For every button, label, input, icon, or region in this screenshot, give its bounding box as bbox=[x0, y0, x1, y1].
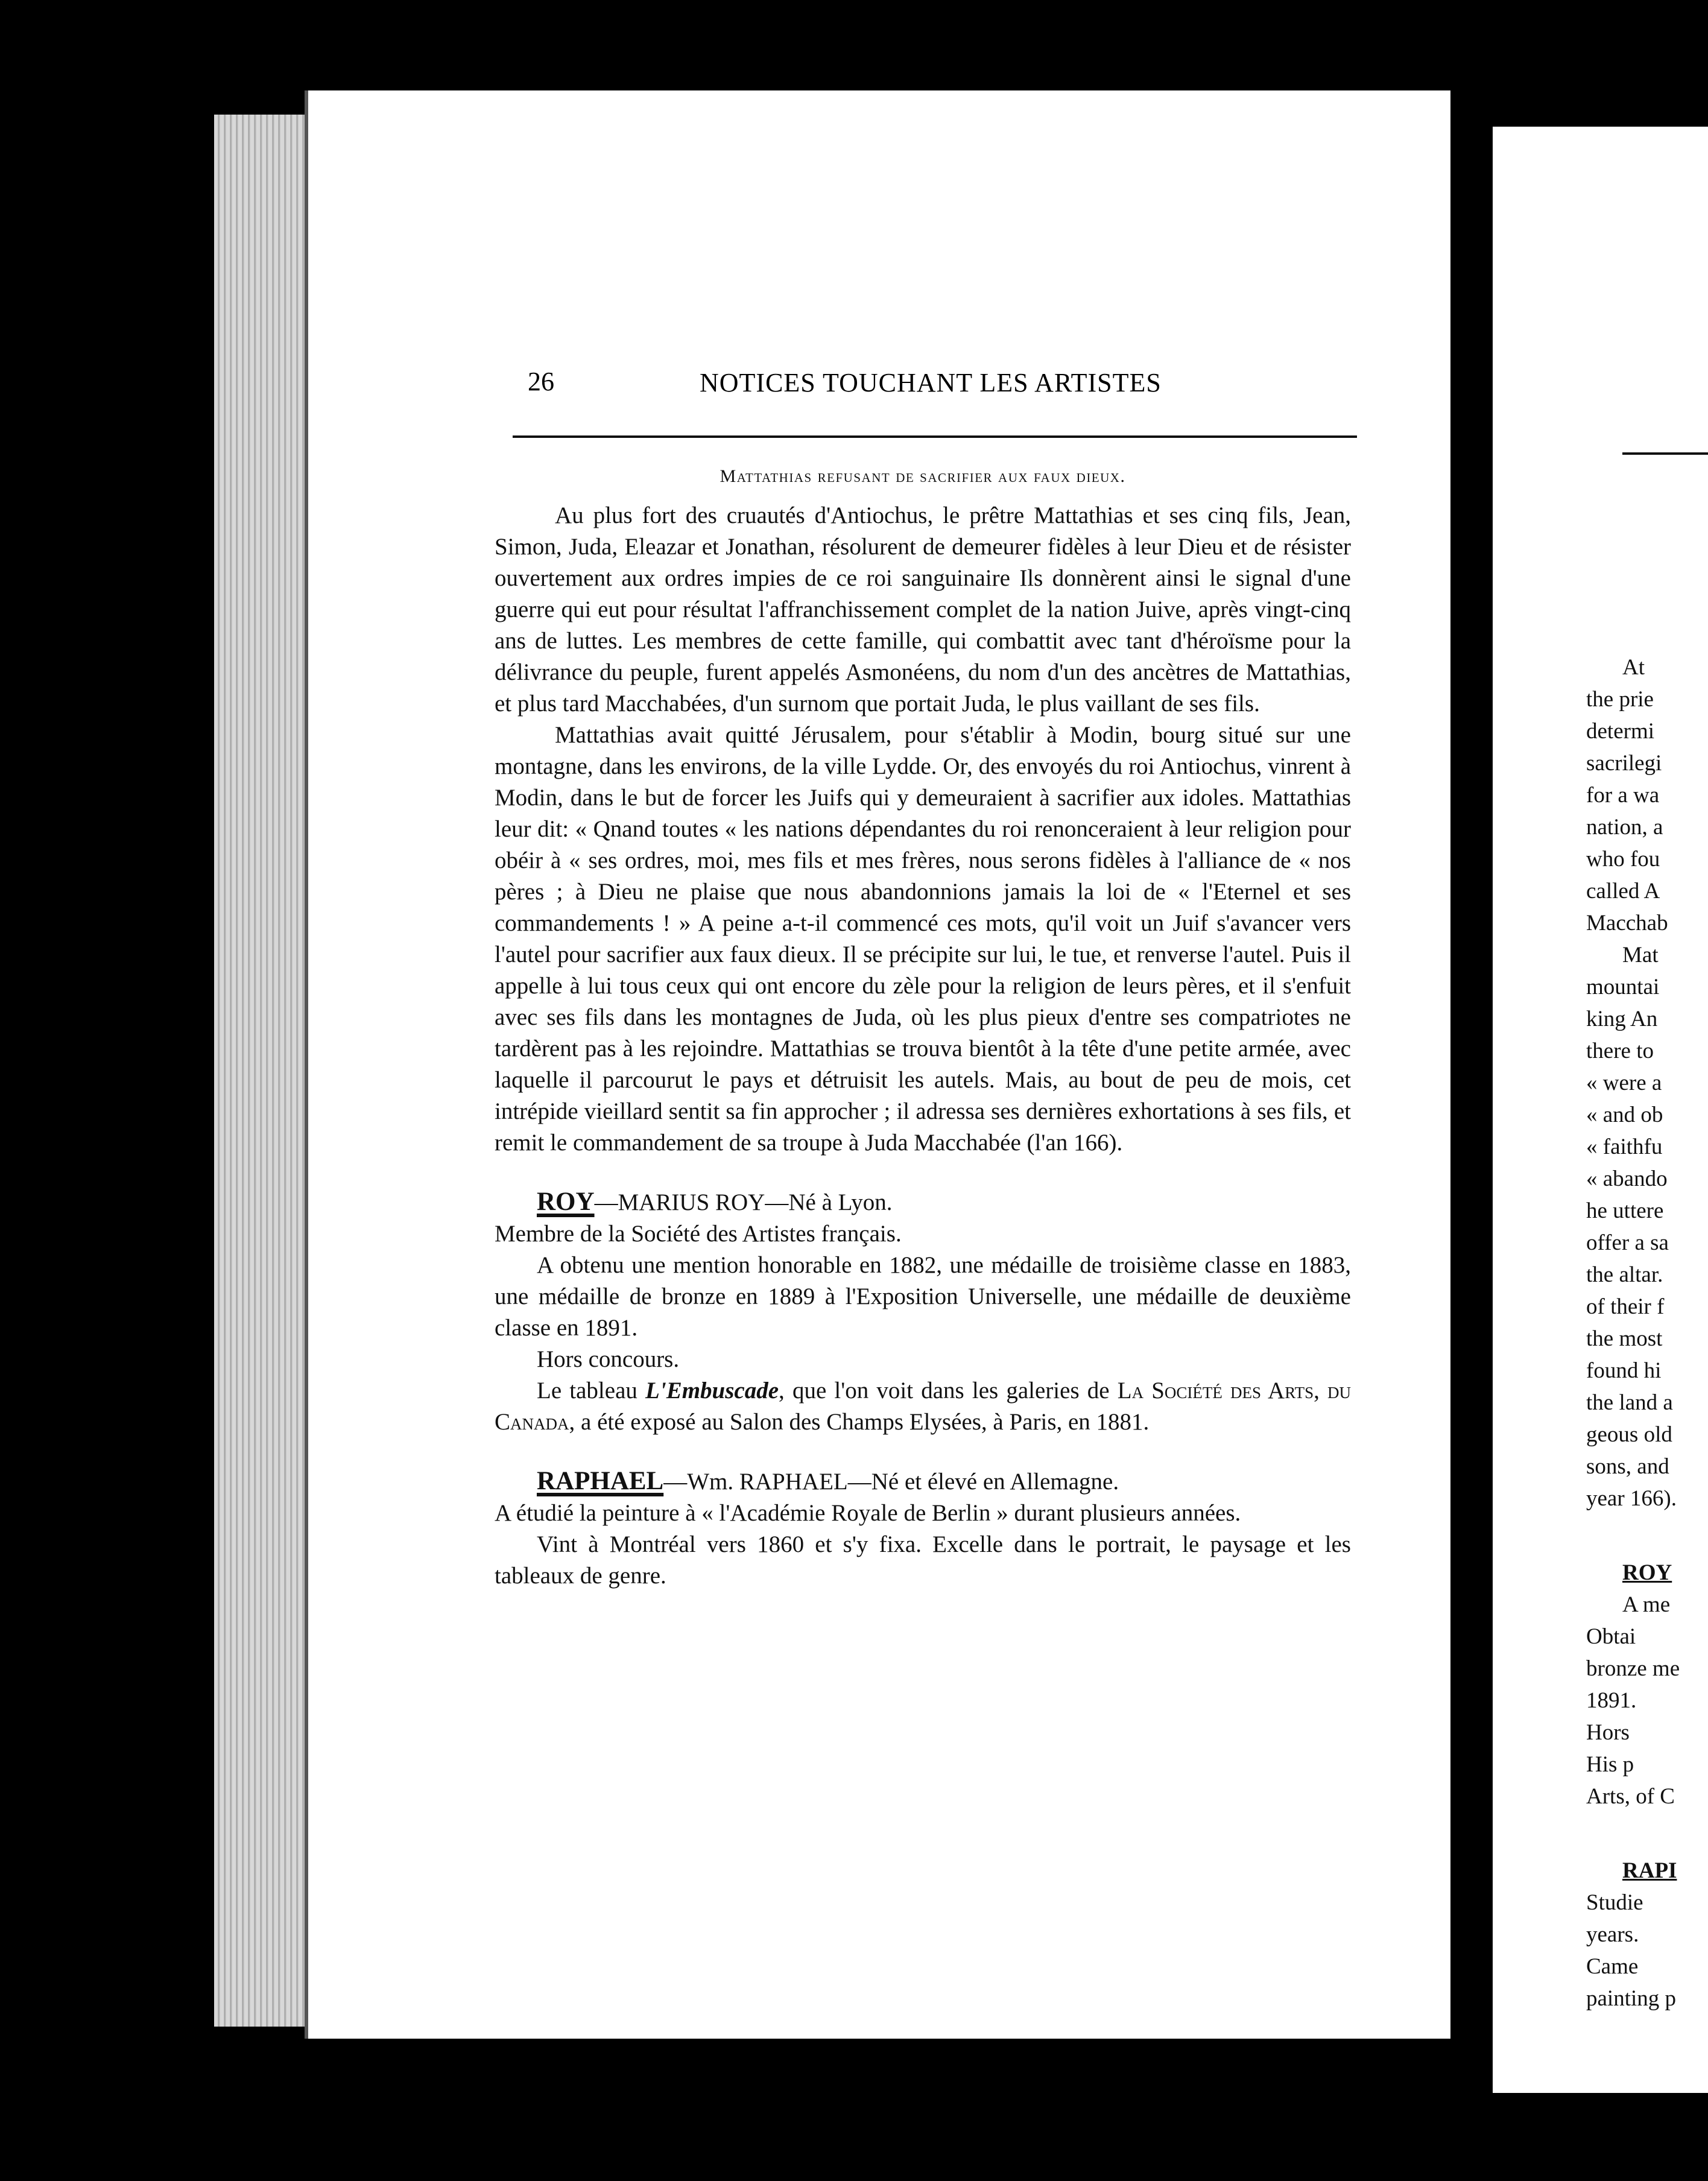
page-header bbox=[528, 366, 1360, 402]
painting-title: L'Embuscade bbox=[645, 1378, 779, 1404]
right-page-line: Hors bbox=[1586, 1720, 1630, 1745]
right-page-line: found hi bbox=[1586, 1358, 1662, 1383]
page-number: 26 bbox=[528, 367, 554, 396]
right-page-line: painting p bbox=[1586, 1986, 1677, 2011]
right-page-line: years. bbox=[1586, 1922, 1639, 1947]
section-title: Mattathias refusant de sacrifier aux faux dieux. bbox=[720, 466, 1126, 486]
right-page-entry-key: RAPI bbox=[1622, 1858, 1677, 1883]
right-page-line: of their f bbox=[1586, 1294, 1665, 1319]
right-page-gap bbox=[1586, 1515, 1680, 1557]
right-page-line: determi bbox=[1586, 719, 1655, 744]
running-title: NOTICES TOUCHANT LES ARTISTES bbox=[700, 368, 1162, 397]
right-page-line: « faithfu bbox=[1586, 1135, 1663, 1159]
right-page-entry-heading bbox=[1586, 1557, 1680, 1589]
entry-heading bbox=[495, 1186, 1351, 1218]
right-page-line: « and ob bbox=[1586, 1103, 1663, 1127]
right-page-line: A me bbox=[1622, 1592, 1671, 1617]
artist-entry-roy bbox=[495, 1186, 1351, 1438]
right-page-entry-key: ROY bbox=[1622, 1560, 1672, 1585]
right-page-line: « were a bbox=[1586, 1071, 1662, 1095]
right-page-line: called A bbox=[1586, 879, 1660, 904]
right-page-line: 1891. bbox=[1586, 1688, 1637, 1713]
text-run: , que l'on voit dans les galeries de bbox=[779, 1378, 1118, 1404]
entry-paragraph: Hors concours. bbox=[537, 1346, 680, 1372]
right-page-clip bbox=[1490, 127, 1708, 2093]
book-gutter bbox=[1450, 84, 1493, 2099]
entry-key: ROY bbox=[537, 1188, 595, 1216]
right-page-line: the most bbox=[1586, 1326, 1663, 1351]
right-header-rule bbox=[1622, 452, 1708, 455]
right-page-line: he uttere bbox=[1586, 1198, 1664, 1223]
entry-heading-rest: —MARIUS ROY—Né à Lyon. bbox=[594, 1189, 893, 1215]
right-page-line: for a wa bbox=[1586, 783, 1660, 808]
right-page-line: nation, a bbox=[1586, 815, 1663, 840]
text-run: , a été exposé au Salon des Champs Elysées, à Paris, en 1881. bbox=[569, 1409, 1150, 1435]
entry-heading-rest: —Wm. RAPHAEL—Né et élevé en Allemagne. bbox=[663, 1469, 1119, 1495]
right-page-line: Obtai bbox=[1586, 1624, 1636, 1649]
right-page-line: who fou bbox=[1586, 847, 1660, 872]
right-page-line: bronze me bbox=[1586, 1656, 1680, 1681]
paragraph: Au plus fort des cruautés d'Antiochus, le prêtre Mattathias et ses cinq fils, Jean, Simon, Juda, Eleazar et Jonathan, résolurent de demeurer fidèles à leur Dieu et de résister ouvertement aux ordres impies de ce roi sanguinaire Ils donnèrent ainsi le signal d'une guerre qui eut pour résultat l'affranchissement complet de la nation Juive, après vingt-cinq ans de luttes. Les membres de cette famille, qui combattit avec tant d'héroïsme pour la délivrance du peuple, furent appelés Asmonéens, du nom d'un des ancètres de Mattathias, et plus tard Macchabées, d'un surnom que portait Juda, le plus vaillant de ses fils. bbox=[495, 502, 1351, 717]
right-page-line: At bbox=[1622, 655, 1645, 680]
right-page-gap bbox=[1586, 1812, 1680, 1855]
right-page-line: the prie bbox=[1586, 687, 1654, 712]
right-page bbox=[1490, 127, 1708, 2093]
right-page-line: sons, and bbox=[1586, 1454, 1669, 1479]
right-page-line: Mat bbox=[1622, 943, 1659, 967]
entry-key: RAPHAEL bbox=[537, 1467, 664, 1495]
right-page-line: king An bbox=[1586, 1007, 1658, 1031]
right-page-line: year 166). bbox=[1586, 1486, 1677, 1511]
entry-paragraph: Membre de la Société des Artistes français. bbox=[495, 1221, 902, 1247]
right-page-line: « abando bbox=[1586, 1166, 1668, 1191]
right-page-line: offer a sa bbox=[1586, 1230, 1669, 1255]
right-page-line: Arts, of C bbox=[1586, 1784, 1675, 1809]
right-page-line: geous old bbox=[1586, 1422, 1672, 1447]
right-page-line: Studie bbox=[1586, 1890, 1643, 1915]
society-name: La Société des Arts, du Canada bbox=[495, 1378, 1352, 1435]
entry-paragraph: A étudié la peinture à « l'Académie Royale de Berlin » durant plusieurs années. bbox=[495, 1500, 1241, 1526]
artist-entry-raphael bbox=[495, 1466, 1351, 1592]
header-rule bbox=[513, 435, 1357, 438]
right-page-line: Macchab bbox=[1586, 911, 1668, 935]
right-page-line: the land a bbox=[1586, 1390, 1673, 1415]
entry-paragraph: Vint à Montréal vers 1860 et s'y fixa. Excelle dans le portrait, le paysage et les tableaux de genre. bbox=[495, 1531, 1351, 1589]
main-text bbox=[495, 461, 1351, 1592]
entry-heading bbox=[495, 1466, 1351, 1498]
text-run: Le tableau bbox=[537, 1378, 646, 1404]
right-page-line: mountai bbox=[1586, 975, 1660, 999]
right-page-line: sacrilegi bbox=[1586, 751, 1662, 776]
right-page-line: there to bbox=[1586, 1039, 1654, 1063]
right-page-entry-heading bbox=[1586, 1855, 1680, 1887]
right-page-line: Came bbox=[1586, 1954, 1639, 1979]
entry-paragraph bbox=[495, 1375, 1351, 1438]
paragraph: Mattathias avait quitté Jérusalem, pour s'établir à Modin, bourg situé sur une montagne, dans les environs, de la ville Lydde. Or, des envoyés du roi Antiochus, vinrent à Modin, dans le but de forcer les Juifs qui y demeuraient à sacrifier aux idoles. Mattathias leur dit: « Qnand toutes « les nations dépendantes du roi renonceraient à leur religion pour obéir à « ses ordres, moi, mes fils et mes frères, nous serons fidèles à l'alliance de « nos pères ; à Dieu ne plaise que nous abandonnions jamais la loi de « l'Eternel et ses commandements ! » A peine a-t-il commencé ces mots, qu'il voit un Juif s'avancer vers l'autel pour sacrifier aux faux dieux. Il se précipite sur lui, le tue, et renverse l'autel. Puis il appelle à lui tous ceux qui ont encore du zèle pour la religion de leurs pères, et il s'enfuit avec ses fils dans les montagnes de Juda, où les plus pieux d'entre ses compatriotes ne tardèrent pas à les rejoindre. Mattathias se trouva bientôt à la tête d'une petite armée, avec laquelle il parcourut le pays et détruisit les autels. Mais, au bout de peu de mois, cet intrépide vieillard sentit sa fin approcher ; il adressa ses dernières exhortations à ses fils, et remit le commandement de sa troupe à Juda Macchabée (l'an 166). bbox=[495, 722, 1351, 1156]
entry-paragraph: A obtenu une mention honorable en 1882, une médaille de troisième classe en 1883, une médaille de bronze en 1889 à l'Exposition Universelle, une médaille de deuxième classe en 1891. bbox=[495, 1252, 1351, 1341]
right-page-line: the altar. bbox=[1586, 1262, 1663, 1287]
right-page-text bbox=[1586, 651, 1680, 2015]
right-page-line: His p bbox=[1586, 1752, 1634, 1777]
